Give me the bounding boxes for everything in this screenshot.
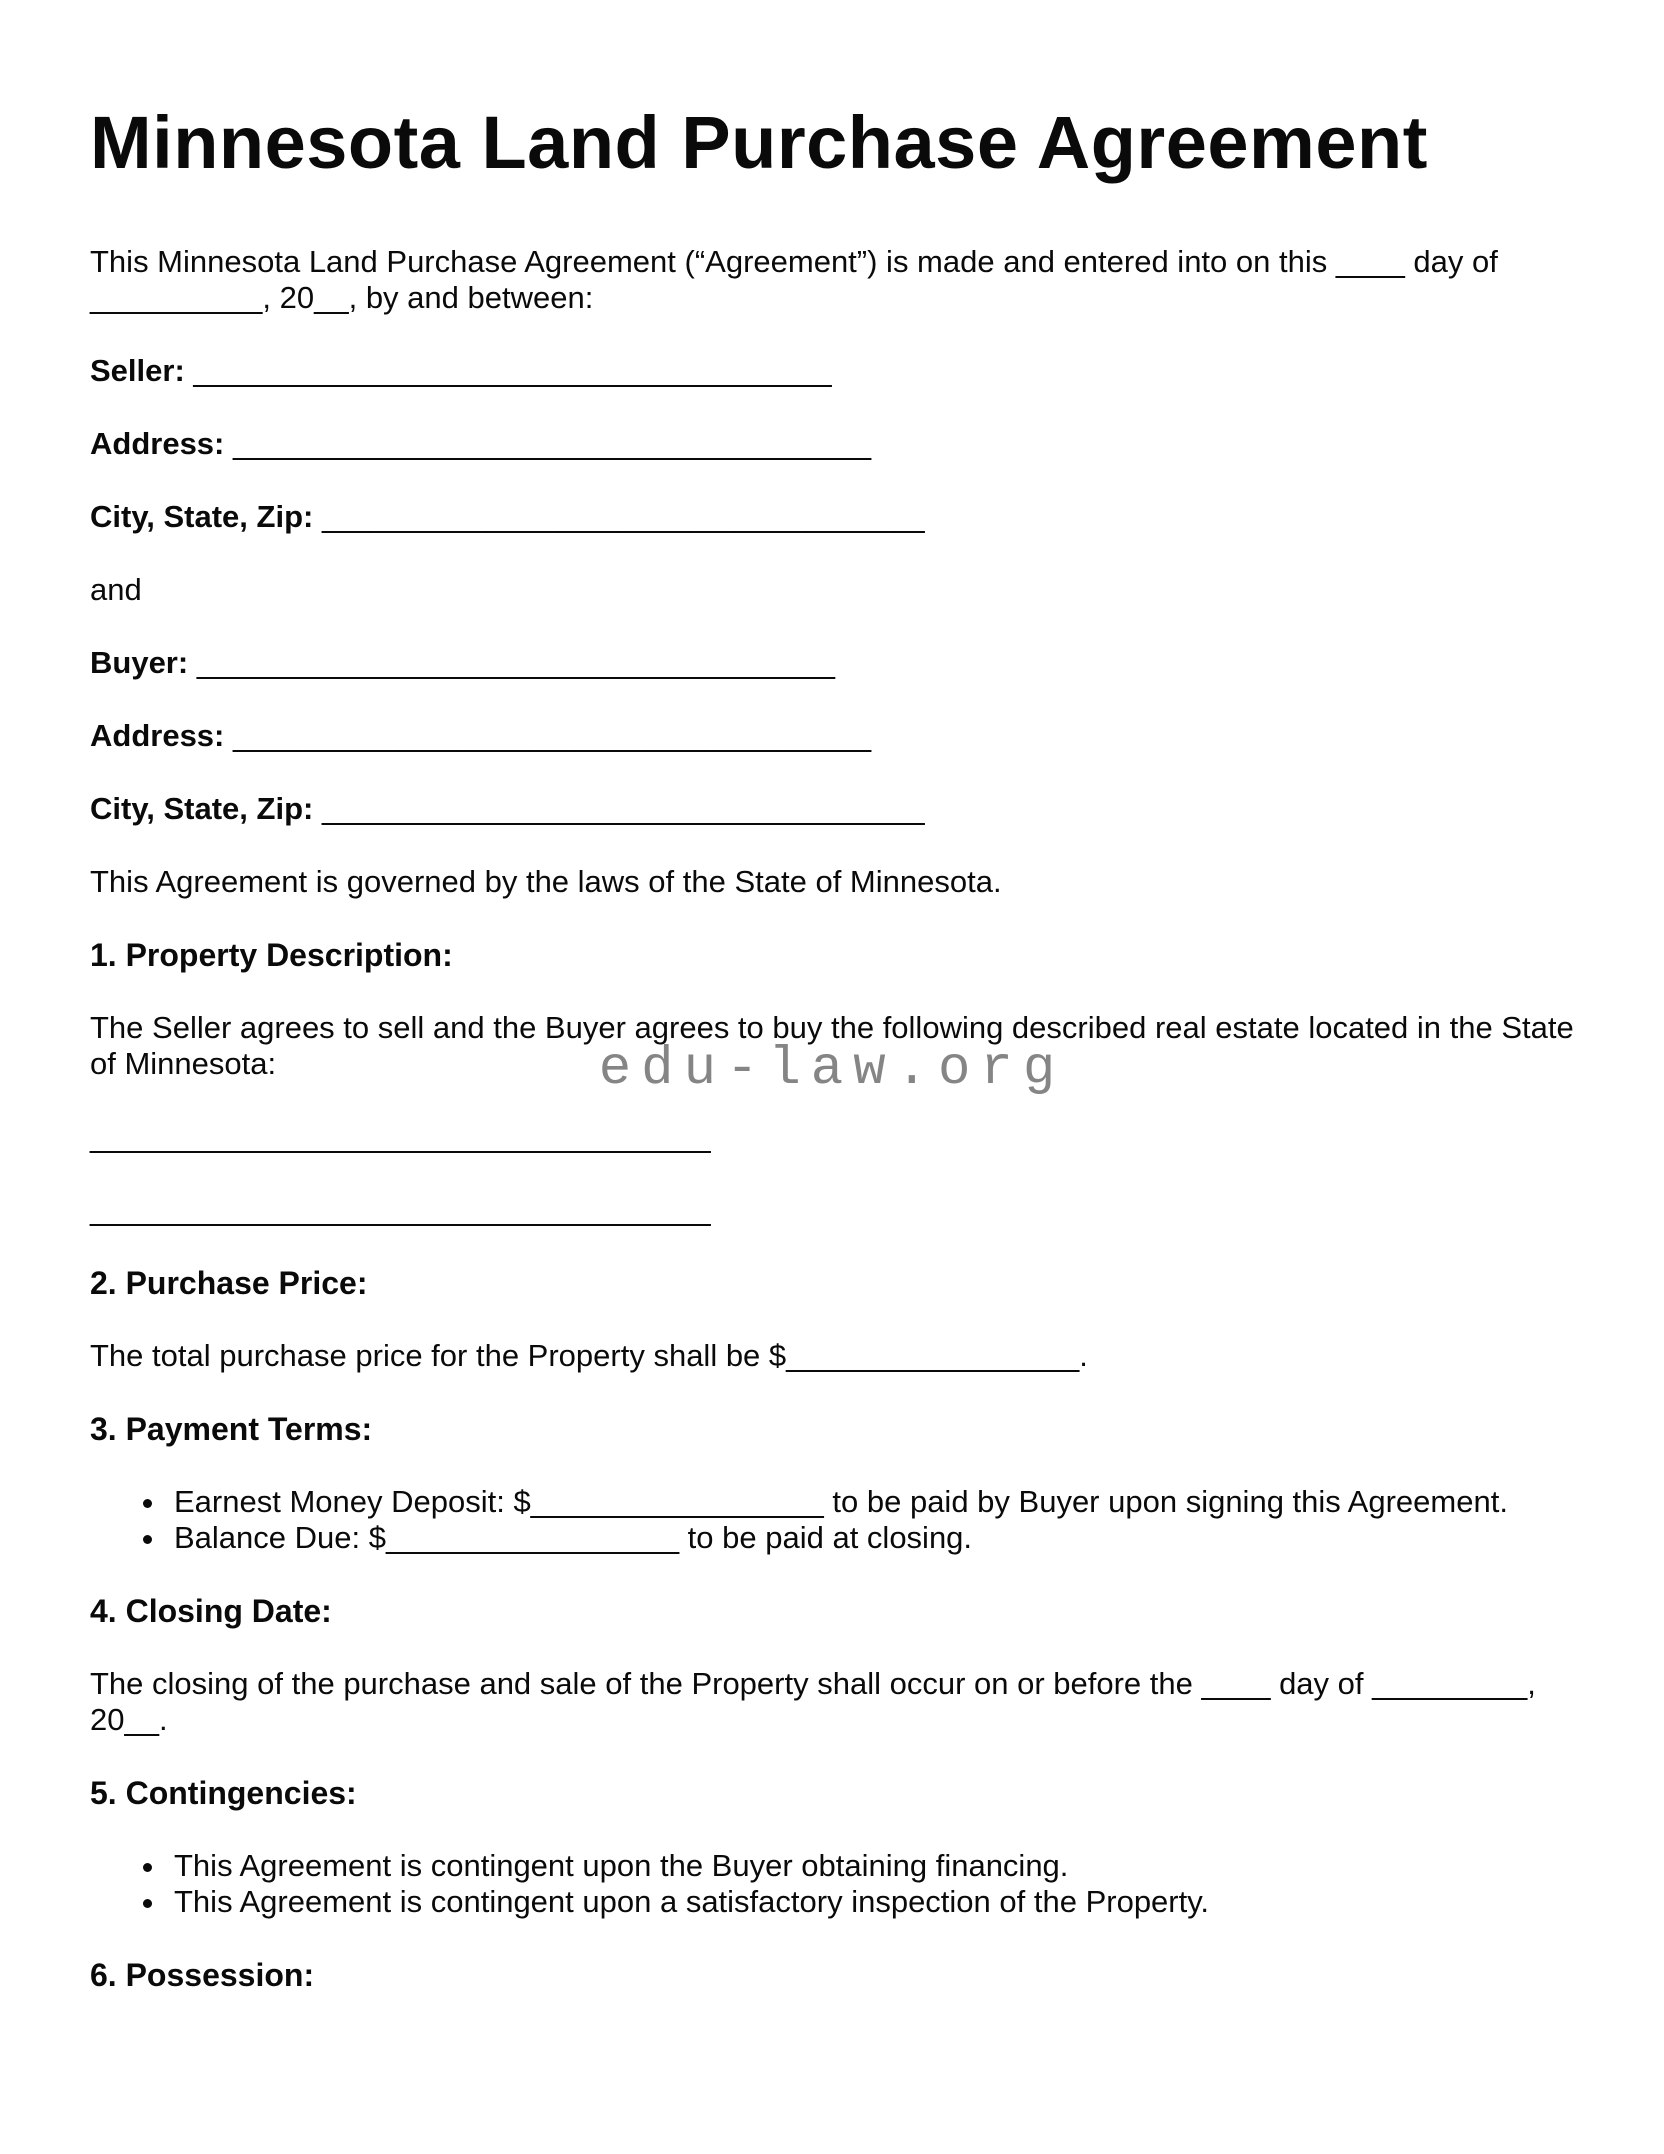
contingency-item-financing: • This Agreement is contingent upon the Buyer obtaining financing. <box>168 1848 1574 1884</box>
section-1-paragraph: The Seller agrees to sell and the Buyer agrees to buy the following described real estate located in the State of Minnesota: <box>90 1010 1574 1081</box>
seller-address-label: Address: <box>90 426 225 461</box>
seller-address-blank: ____________________________________ <box>233 426 872 461</box>
buyer-row <box>90 645 1574 681</box>
buyer-city-state-zip-row <box>90 791 1574 827</box>
property-description-blank-2: ____________________________________ <box>90 1192 711 1227</box>
buyer-address-blank: ____________________________________ <box>233 718 872 753</box>
seller-row <box>90 353 1574 389</box>
buyer-blank: ____________________________________ <box>196 645 836 680</box>
section-4-heading: 4. Closing Date: <box>90 1593 332 1629</box>
buyer-city-state-zip-blank: __________________________________ <box>321 791 926 826</box>
buyer-label: Buyer: <box>90 645 189 680</box>
section-4-paragraph: The closing of the purchase and sale of the Property shall occur on or before the ____ day of _________, 20__. <box>90 1666 1536 1737</box>
parties-connector: and <box>90 572 142 607</box>
payment-terms-item-earnest: • Earnest Money Deposit: $_________________ to be paid by Buyer upon signing this Agreement. <box>168 1484 1574 1520</box>
buyer-address-label: Address: <box>90 718 225 753</box>
section-5-heading: 5. Contingencies: <box>90 1775 357 1811</box>
payment-terms-list <box>90 1484 1574 1556</box>
watermark: edu-law.org <box>598 1039 1066 1100</box>
governing-law-paragraph: This Agreement is governed by the laws of the State of Minnesota. <box>90 864 1002 899</box>
seller-city-state-zip-row <box>90 499 1574 535</box>
payment-terms-item-balance: • Balance Due: $_________________ to be paid at closing. <box>168 1520 1574 1556</box>
seller-address-row <box>90 426 1574 462</box>
section-2-paragraph: The total purchase price for the Property shall be $_________________. <box>90 1338 1088 1373</box>
seller-blank: ____________________________________ <box>193 353 833 388</box>
intro-paragraph: This Minnesota Land Purchase Agreement (“Agreement”) is made and entered into on this ____ day of __________, 20__, by and between: <box>90 244 1498 315</box>
document-title: Minnesota Land Purchase Agreement <box>90 101 1428 184</box>
buyer-city-state-zip-label: City, State, Zip: <box>90 791 314 826</box>
property-description-blank-1: ____________________________________ <box>90 1119 711 1154</box>
seller-label: Seller: <box>90 353 185 388</box>
contingencies-list <box>90 1848 1574 1920</box>
section-2-heading: 2. Purchase Price: <box>90 1265 368 1301</box>
section-3-heading: 3. Payment Terms: <box>90 1411 373 1447</box>
buyer-address-row <box>90 718 1574 754</box>
section-1-heading: 1. Property Description: <box>90 937 453 973</box>
contingency-item-inspection: • This Agreement is contingent upon a satisfactory inspection of the Property. <box>168 1884 1574 1920</box>
seller-city-state-zip-blank: __________________________________ <box>321 499 926 534</box>
seller-city-state-zip-label: City, State, Zip: <box>90 499 314 534</box>
section-6-heading: 6. Possession: <box>90 1957 315 1993</box>
